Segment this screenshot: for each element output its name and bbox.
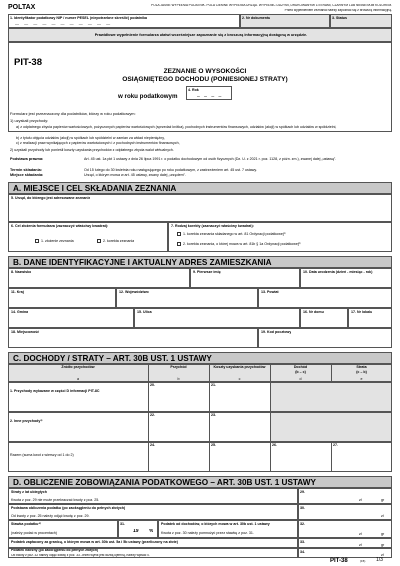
tax-rate-percent: % xyxy=(149,529,154,534)
correction-type-2-label: 2. korekta zeznania, o której mowa w art. 81b § 1a Ordynacji podatkowej²⁾ xyxy=(183,242,301,246)
purpose-field-label: 6. Cel złożenia formularza (zaznaczyć właściwy kwadrat): xyxy=(11,224,109,228)
field-24-input[interactable] xyxy=(149,448,208,470)
losses-label: Straty z lat ubiegłych xyxy=(11,490,47,494)
nip-pesel-label: 1. Identyfikator podatkowy NIP / numer PESEL (niepotrzebne skreślić) podatnika xyxy=(10,16,148,20)
tax-rate-label: Stawka podatku⁴⁾ xyxy=(11,522,42,526)
form-title-2: OSIĄGNIĘTEGO DOCHODU (PONIESIONEJ STRATY) xyxy=(122,76,288,83)
tax-base-label: Podstawa obliczenia podatku (po zaokrągleniu do pełnych złotych) xyxy=(11,506,126,510)
section-b-header: B. DANE IDENTYFIKACYJNE I AKTUALNY ADRES ZAMIESZKANIA xyxy=(8,256,392,268)
row1-greyed xyxy=(270,382,392,412)
field-21-label: 21. xyxy=(211,383,216,387)
purpose-item-1b: b) z tytułu objęcia udziałów (akcji) w spółkach lub spółdzielni w zamian za wkład niepieniężny, xyxy=(16,136,165,140)
place-label: Miejsce składania: xyxy=(10,173,44,177)
surname-field[interactable] xyxy=(8,268,190,288)
tax-base-sub: Od kwoty z poz. 25 należy odjąć kwotę z poz. 29. xyxy=(11,514,90,518)
field-20-input[interactable] xyxy=(149,388,208,410)
surname-label: 8. Nazwisko xyxy=(11,270,32,274)
apartment-number-field[interactable] xyxy=(348,308,392,328)
field-29-input[interactable] xyxy=(298,488,392,504)
footer-page-number: 1/3 xyxy=(376,557,383,563)
purpose-item-1a: a) z odpłatnego zbycia papierów wartościowych, pożyczonych papierów wartościowych (sprzedaż krótka), pochodnych instrumentów finansowych, udziałów (akcji) w spółkach lub udziałów w spółdzielni, xyxy=(16,125,337,129)
county-field[interactable] xyxy=(258,288,392,308)
correction-type-label: 7. Rodzaj korekty (zaznaczyć właściwy kwadrat): xyxy=(171,224,254,228)
losses-sub: Kwota z poz. 29 nie może przekraczać kwoty z poz. 25. xyxy=(11,498,100,502)
purpose-item-2: 2) uzyskali przychody lub ponieśli koszty uzyskania przychodów z odpłatnego zbycia walut wirtualnych. xyxy=(10,148,174,152)
tax-amount-sub: Kwota z poz. 30 należy pomnożyć przez stawkę z poz. 31. xyxy=(161,531,254,535)
form-code: PIT-38 xyxy=(14,57,42,68)
field-24-label: 24. xyxy=(150,443,155,447)
col-loss-sub: (c – b) xyxy=(356,370,367,374)
checkbox-filing[interactable] xyxy=(35,239,39,243)
country-label: 11. Kraj xyxy=(11,290,24,294)
field-23-input[interactable] xyxy=(210,418,269,440)
document-number-field xyxy=(240,14,330,28)
field-26-label: 26. xyxy=(272,443,277,447)
legal-basis-text: Art. 45 ust. 1a pkt 1 ustawy z dnia 26 lipca 1991 r. o podatku dochodowym od osób fizycznych (Dz. U. z 2021 r. poz. 1128, z późn. zm.), zwanej dalej „ustawą”. xyxy=(84,157,337,161)
voivodeship-field[interactable] xyxy=(116,288,258,308)
city-label: 18. Miejscowość xyxy=(11,330,40,334)
first-name-field[interactable] xyxy=(190,268,300,288)
field-30-label: 30. xyxy=(300,506,305,510)
field-29-gr: gr xyxy=(381,498,385,502)
losses-row xyxy=(8,488,298,504)
field-34-label: 34. xyxy=(300,550,305,554)
municipality-label: 14. Gmina xyxy=(11,310,29,314)
field-34-zl: zł xyxy=(381,553,384,557)
city-field[interactable] xyxy=(8,328,258,348)
field-23-label: 23. xyxy=(211,413,216,417)
col-letter-e: e xyxy=(360,377,363,381)
col-letter-c: c xyxy=(238,377,241,381)
field-33-label: 33. xyxy=(300,540,305,544)
place-text: Urząd, o którym mowa w art. 45 ustawy, zwany dalej „urzędem”. xyxy=(84,173,186,177)
deadline-text: Od 15 lutego do 30 kwietnia roku następującego po roku podatkowym, z zastrzeżeniem art. 45 ust. 7 ustawy. xyxy=(84,168,257,172)
checkbox-filing-label: 1. złożenie zeznania xyxy=(41,239,74,243)
tax-year-boxes: _ _ _ _ xyxy=(197,93,223,98)
field-30-zl: zł xyxy=(381,514,384,518)
country-field[interactable] xyxy=(8,288,116,308)
purpose-item-1: 1) uzyskali przychody: xyxy=(10,119,49,123)
tax-amount-label: Podatek od dochodów, o których mowa w art. 30b ust. 1 ustawy xyxy=(161,522,270,526)
apartment-number-label: 17. Nr lokalu xyxy=(351,310,373,314)
tax-base-row xyxy=(8,504,298,520)
field-29-label: 29. xyxy=(300,490,305,494)
col-letter-b: b xyxy=(177,377,180,381)
tax-due-label: Podatek należny (po zaokrągleniu do pełnych złotych) xyxy=(11,549,99,552)
col-profit: Dochód xyxy=(293,365,308,369)
row2-greyed xyxy=(270,412,392,442)
house-number-label: 16. Nr domu xyxy=(303,310,324,314)
header-notice-2: Przed wypełnieniem zeznania należy zapoznać się z broszurą informacyjną. xyxy=(284,9,392,12)
section-a-header: A. MIEJSCE I CEL SKŁADANIA ZEZNANIA xyxy=(8,182,392,194)
col-letter-a: a xyxy=(77,377,79,381)
field-32-gr: gr xyxy=(381,532,385,536)
footer-form-code: PIT-38 xyxy=(330,558,348,564)
birth-date-label: 10. Data urodzenia (dzień - miesiąc - rok) xyxy=(303,270,373,274)
field-29-zl: zł xyxy=(359,498,362,502)
field-31-input[interactable] xyxy=(118,520,158,538)
section-d-header: D. OBLICZENIE ZOBOWIĄZANIA PODATKOWEGO – ART. 30B UST. 1 USTAWY xyxy=(8,476,392,488)
purpose-field xyxy=(8,222,168,252)
checkbox-correction-type-2[interactable] xyxy=(177,242,181,246)
field-31-label: 31. xyxy=(120,522,125,526)
first-name-label: 9. Pierwsze imię xyxy=(193,270,221,274)
field-26-input[interactable] xyxy=(271,448,330,470)
street-label: 15. Ulica xyxy=(137,310,152,314)
tax-rate-sub: (należy podać w procentach) xyxy=(11,531,57,535)
tax-due-sub: Od kwoty z poz. 32 należy odjąć kwotę z poz. 33. Jeżeli wynik jest liczbą ujemną, należy wpisać 0. xyxy=(11,554,150,557)
street-field[interactable] xyxy=(134,308,300,328)
field-25-label: 25. xyxy=(211,443,216,447)
field-32-zl: zł xyxy=(359,532,362,536)
house-number-field[interactable] xyxy=(300,308,348,328)
field-22-label: 22. xyxy=(150,413,155,417)
birth-date-field[interactable] xyxy=(300,268,392,288)
checkbox-correction-label: 2. korekta zeznania xyxy=(103,239,135,243)
status-field xyxy=(330,14,392,28)
field-30-input[interactable] xyxy=(298,504,392,520)
document-number-label: 2. Nr dokumentu xyxy=(242,16,271,20)
tax-rate-value: 19 xyxy=(133,529,139,534)
col-letter-d: d xyxy=(299,377,302,381)
field-20-label: 20. xyxy=(150,383,155,387)
form-title-1: ZEZNANIE O WYSOKOŚCI xyxy=(163,68,247,75)
field-32-input[interactable] xyxy=(298,520,392,538)
legal-basis-label: Podstawa prawna: xyxy=(10,157,44,161)
instruction-text: Prawidłowe wypełnienie formularza ułatwi wcześniejsze zapoznanie się z broszurą informacyjną dostępną w urzędzie. xyxy=(94,33,308,37)
field-32-label: 32. xyxy=(300,522,305,526)
deadline-label: Termin składania: xyxy=(10,168,43,172)
field-22-input[interactable] xyxy=(149,418,208,440)
tax-year-label: w roku podatkowym xyxy=(118,93,178,100)
county-label: 13. Powiat xyxy=(261,290,279,294)
row3-label: Razem (suma kwot z wierszy od 1 do 2) xyxy=(10,453,74,457)
field-27-input[interactable] xyxy=(332,448,391,470)
postal-code-label: 19. Kod pocztowy xyxy=(261,330,292,334)
municipality-field[interactable] xyxy=(8,308,134,328)
purpose-item-1c: c) z realizacji praw wynikających z papierów wartościowych i z pochodnych instrumentów finansowych, xyxy=(16,141,180,145)
tax-year-field-label: 4. Rok xyxy=(188,88,199,92)
checkbox-correction-type-1[interactable] xyxy=(177,232,181,236)
field-27-label: 27. xyxy=(333,443,338,447)
tax-rate-row xyxy=(8,520,118,538)
nip-pesel-field[interactable] xyxy=(8,14,240,28)
office-field[interactable] xyxy=(8,194,392,222)
field-33-zl: zł xyxy=(359,543,362,547)
tax-year-field[interactable] xyxy=(186,86,232,100)
tax-due-row xyxy=(8,548,298,558)
row1-label: 1. Przychody wykazane w części D informacji PIT-8C xyxy=(10,389,100,393)
correction-type-field xyxy=(168,222,392,252)
section-c-header: C. DOCHODY / STRATY – ART. 30B UST. 1 USTAWY xyxy=(8,352,392,364)
col-profit-sub: (b – c) xyxy=(295,370,306,374)
status-label: 3. Status xyxy=(332,16,347,20)
field-21-input[interactable] xyxy=(210,388,269,410)
header-notice-1: POLA JASNE WYPEŁNIA PODATNIK. POLA CIEMNE WYPEŁNIA URZĄD. WYPEŁNIĆ DUŻYMI, DRUKOWANYMI LITERAMI, CZARNYM LUB NIEBIESKIM KOLOREM. xyxy=(151,4,392,7)
col-loss: Strata xyxy=(356,365,367,369)
purpose-intro: Formularz jest przeznaczony dla podatników, którzy w roku podatkowym: xyxy=(10,112,136,116)
nip-pesel-boxes: — — — — — — — — — — — xyxy=(15,22,113,26)
field-33-input[interactable] xyxy=(298,538,392,548)
foreign-tax-row xyxy=(8,538,298,548)
correction-type-1-label: 1. korekta zeznania składanego w art. 81 Ordynacji podatkowej¹⁾ xyxy=(183,232,286,236)
tax-amount-row xyxy=(158,520,298,538)
col-income: Przychód xyxy=(170,365,187,369)
field-33-gr: gr xyxy=(381,543,385,547)
checkbox-correction[interactable] xyxy=(97,239,101,243)
footer-version: (15) xyxy=(360,559,366,563)
postal-code-field[interactable] xyxy=(258,328,392,348)
instruction-bar xyxy=(8,28,392,42)
col-source: Źródło przychodów xyxy=(61,365,95,369)
brand-poltax: POLTAX xyxy=(8,4,36,11)
office-field-label: 5. Urząd, do którego jest adresowane zeznanie xyxy=(11,196,91,200)
col-costs: Koszty uzyskania przychodów xyxy=(213,365,266,369)
voivodeship-label: 12. Województwo xyxy=(119,290,149,294)
foreign-tax-label: Podatek zapłacony za granicą, o którym mowa w art. 30b ust. 5a i 5b ustawy (przeliczony na złote) xyxy=(11,540,178,544)
field-25-input[interactable] xyxy=(210,448,269,470)
row2-label: 2. Inne przychody³⁾ xyxy=(10,419,43,423)
